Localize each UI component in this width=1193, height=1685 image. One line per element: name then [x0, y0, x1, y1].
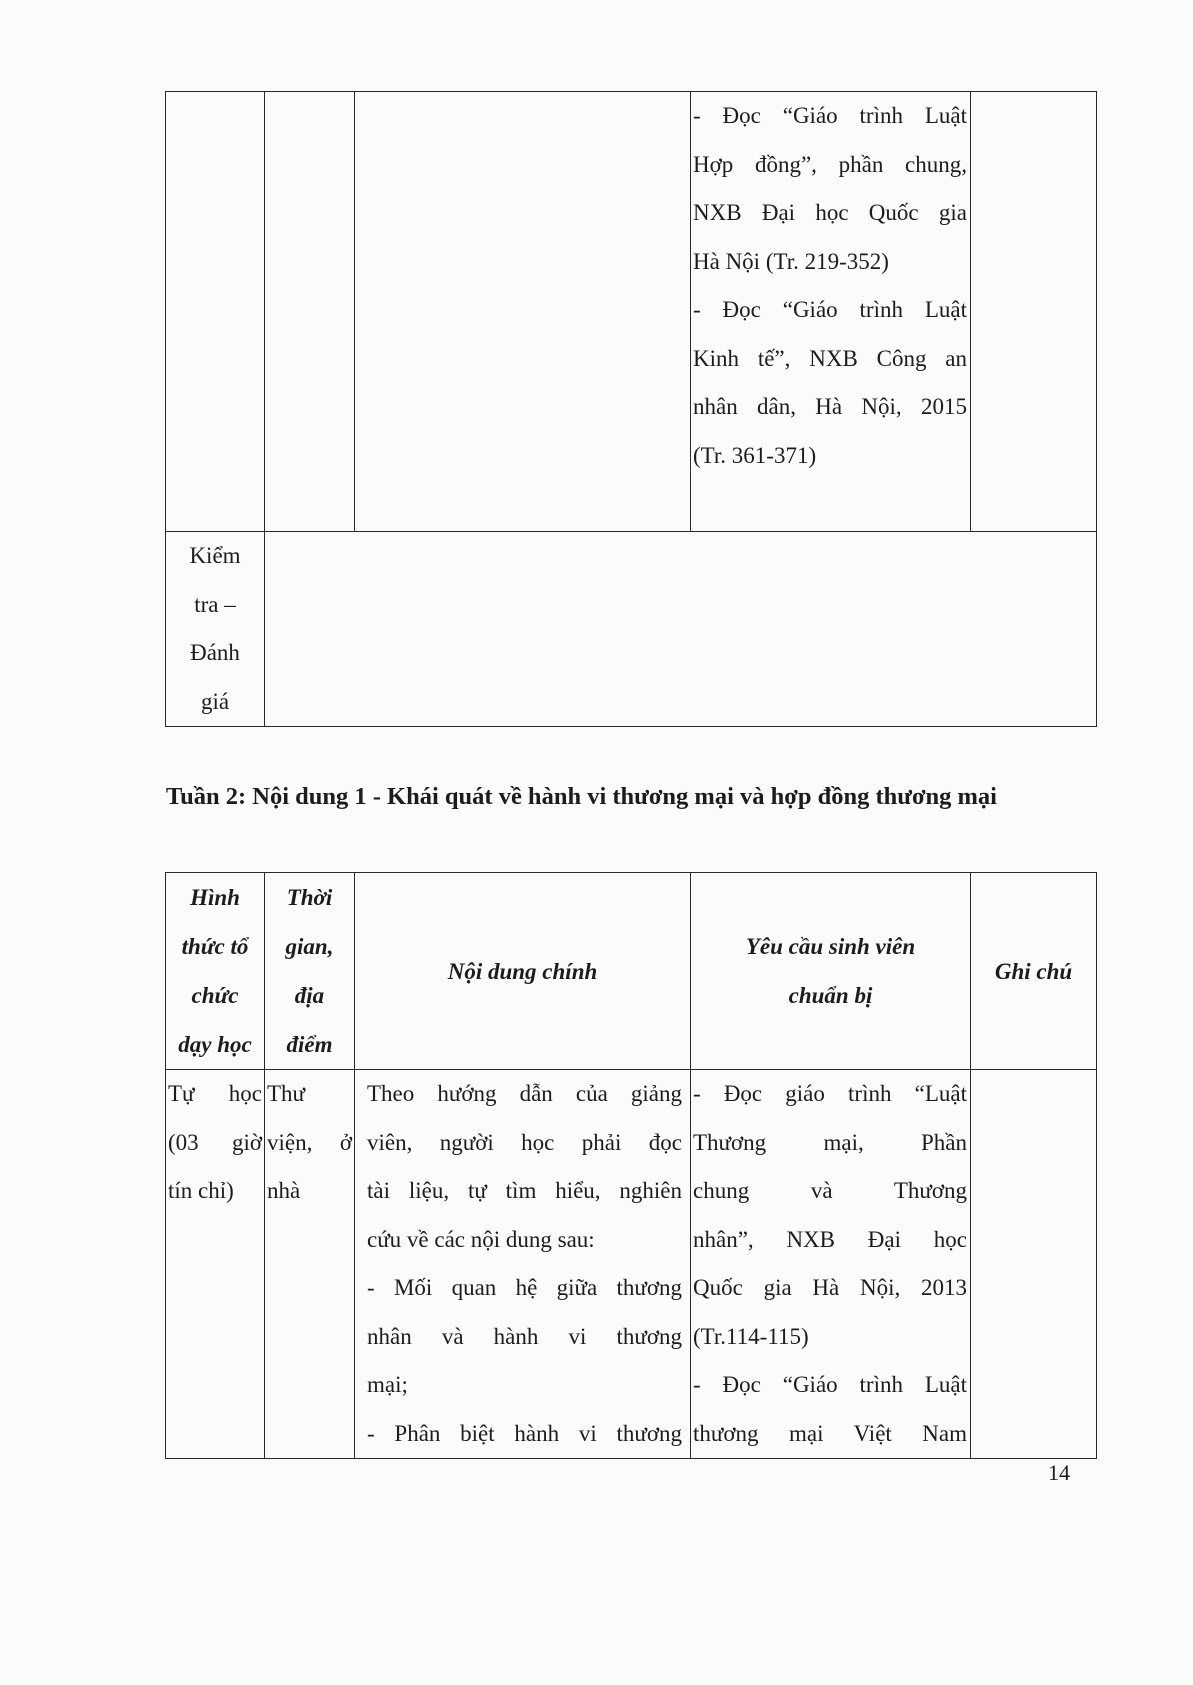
schedule-table — [165, 872, 1097, 1459]
reading-line: Hà Nội (Tr. 219-352) — [693, 248, 889, 274]
reading-line: - Đọc “Giáo trình Luật — [693, 103, 967, 128]
cell-form — [166, 92, 265, 532]
assessment-line: tra – — [194, 591, 236, 617]
reading-line: (Tr. 361-371) — [693, 442, 817, 468]
assessment-line: Đánh — [190, 640, 240, 665]
table-row — [166, 1070, 1097, 1459]
reading-line: nhân dân, Hà Nội, 2015 — [693, 394, 967, 419]
cell-assessment-body — [265, 532, 1097, 727]
header-content: Nội dung chính — [355, 873, 691, 1070]
cell-content — [355, 92, 691, 532]
header-notes: Ghi chú — [971, 873, 1097, 1070]
assessment-line: giá — [200, 688, 230, 714]
page-number: 14 — [1048, 1460, 1070, 1485]
assessment-line: Kiểm — [189, 543, 241, 568]
cell-notes — [971, 1070, 1097, 1459]
table-continued — [165, 91, 1097, 727]
header-form: Hình thức tổ chức dạy học — [166, 873, 265, 1070]
cell-time-place: Thư viện, ở nhà — [265, 1070, 355, 1459]
reading-line: NXB Đại học Quốc gia — [693, 200, 967, 225]
cell-time-place — [265, 92, 355, 532]
reading-line: Kinh tế”, NXB Công an — [693, 345, 967, 371]
reading-line: Hợp đồng”, phần chung, — [693, 151, 967, 177]
cell-requirements: - Đọc giáo trình “Luật Thương mại, Phần chung và Thương nhân”, NXB Đại học Quốc gia Hà Nội, 2013 (Tr.114-115) - Đọc “Giáo trình Luật thương mại Việt Nam — [691, 1070, 971, 1459]
cell-assessment — [166, 532, 265, 727]
header-time-place: Thời gian, địa điểm — [265, 873, 355, 1070]
reading-line: - Đọc “Giáo trình Luật — [693, 297, 967, 322]
cell-notes — [971, 92, 1097, 532]
table-row — [166, 532, 1097, 727]
table-header-row — [166, 873, 1097, 1070]
section-heading: Tuần 2: Nội dung 1 - Khái quát về hành vi thương mại và hợp đồng thương mại — [166, 783, 997, 810]
cell-form: Tự học (03 giờ tín chỉ) — [166, 1070, 265, 1459]
table-row — [166, 92, 1097, 532]
cell-reading-list — [691, 92, 971, 532]
header-requirements: Yêu cầu sinh viên chuẩn bị — [691, 873, 971, 1070]
cell-content: Theo hướng dẫn của giảng viên, người học phải đọc tài liệu, tự tìm hiểu, nghiên cứu về các nội dung sau: - Mối quan hệ giữa thương nhân và hành vi thương mại; - Phân biệt hành vi thương — [355, 1070, 691, 1459]
